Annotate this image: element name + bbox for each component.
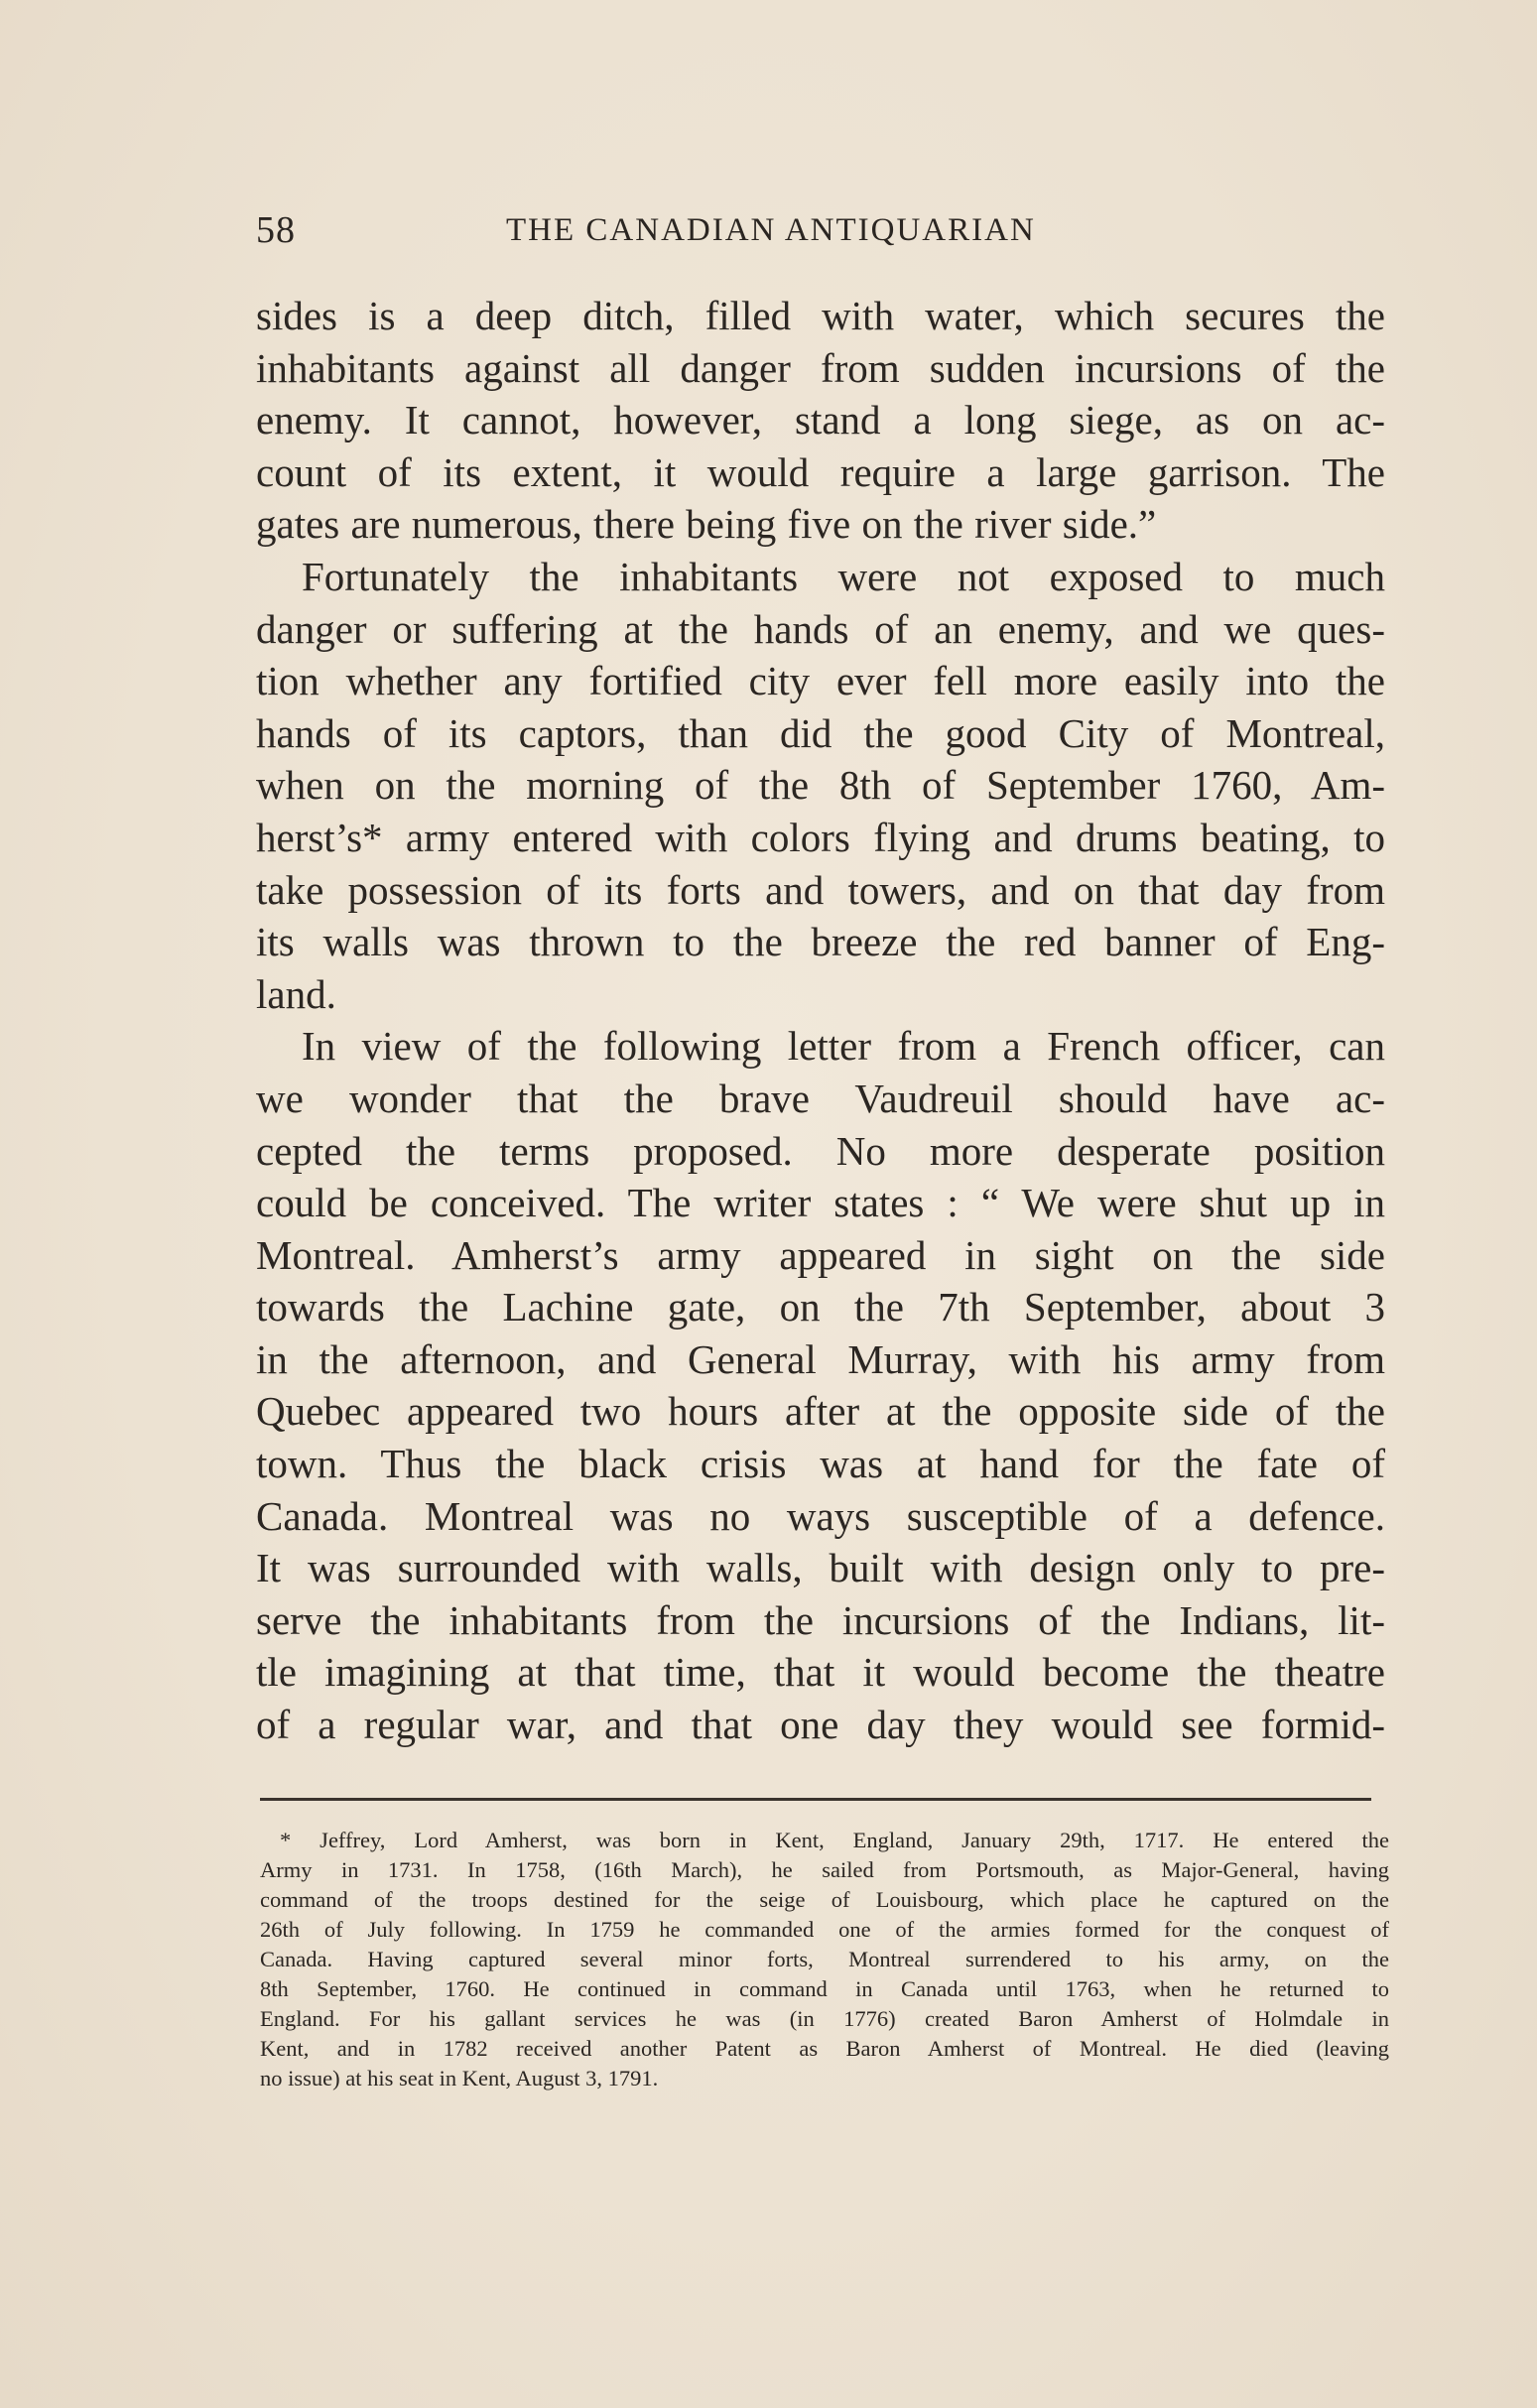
- body-line: count of its extent, it would require a large garrison. The: [256, 448, 1385, 495]
- body-line: hands of its captors, than did the good City of Montreal,: [256, 709, 1385, 756]
- body-line: gates are numerous, there being five on the river side.”: [256, 501, 1157, 548]
- footnote-line: command of the troops destined for the seige of Louisbourg, which place he captured on the: [260, 1887, 1389, 1912]
- body-line: could be conceived. The writer states : “ We were shut up in: [256, 1180, 1385, 1226]
- body-line: Montreal. Amherst’s army appeared in sight on the side: [256, 1231, 1385, 1278]
- body-text: [256, 290, 1385, 1751]
- running-head-title: THE CANADIAN ANTIQUARIAN: [506, 212, 1036, 248]
- running-head: [256, 208, 1367, 258]
- body-line: we wonder that the brave Vaudreuil should have ac-: [256, 1075, 1385, 1121]
- body-line: land.: [256, 970, 336, 1017]
- body-line: towards the Lachine gate, on the 7th September, about 3: [256, 1284, 1385, 1331]
- body-line: sides is a deep ditch, filled with water, which secures the: [256, 293, 1385, 338]
- footnote-line: 26th of July following. In 1759 he commanded one of the armies formed for the conquest of: [260, 1917, 1389, 1942]
- footnote-line: Army in 1731. In 1758, (16th March), he sailed from Portsmouth, as Major-General, having: [260, 1857, 1389, 1882]
- body-line: Quebec appeared two hours after at the opposite side of the: [256, 1388, 1385, 1435]
- body-line: tle imagining at that time, that it would become the theatre: [256, 1649, 1385, 1696]
- footnote-line: Canada. Having captured several minor forts, Montreal surrendered to his army, on the: [260, 1947, 1389, 1971]
- body-line: take possession of its forts and towers, and on that day from: [256, 866, 1385, 913]
- body-line: enemy. It cannot, however, stand a long siege, as on ac-: [256, 397, 1385, 444]
- body-line: cepted the terms proposed. No more desperate position: [256, 1127, 1385, 1174]
- body-line: its walls was thrown to the breeze the red banner of Eng-: [256, 919, 1385, 965]
- body-line: tion whether any fortified city ever fell more easily into the: [256, 658, 1385, 704]
- body-line: In view of the following letter from a French officer, can: [302, 1023, 1385, 1070]
- footnote-line: no issue) at his seat in Kent, August 3, 1791.: [260, 2066, 659, 2091]
- footnote-line: 8th September, 1760. He continued in command in Canada until 1763, when he returned to: [260, 1976, 1389, 2001]
- body-line: in the afternoon, and General Murray, with his army from: [256, 1335, 1385, 1382]
- body-line: Fortunately the inhabitants were not exposed to much: [302, 553, 1385, 599]
- footnote: [260, 1826, 1389, 2093]
- footnote-line: * Jeffrey, Lord Amherst, was born in Kent, England, January 29th, 1717. He entered the: [280, 1828, 1389, 1852]
- body-line: It was surrounded with walls, built with design only to pre-: [256, 1545, 1385, 1591]
- body-line: serve the inhabitants from the incursions of the Indians, lit-: [256, 1596, 1385, 1643]
- body-line: of a regular war, and that one day they would see formid-: [256, 1702, 1385, 1748]
- body-line: town. Thus the black crisis was at hand for the fate of: [256, 1441, 1385, 1487]
- footnote-line: Kent, and in 1782 received another Patent as Baron Amherst of Montreal. He died (leaving: [260, 2036, 1389, 2061]
- page-number: 58: [256, 209, 296, 251]
- footnote-line: England. For his gallant services he was (in 1776) created Baron Amherst of Holmdale in: [260, 2006, 1389, 2031]
- body-line: inhabitants against all danger from sudden incursions of the: [256, 344, 1385, 391]
- body-line: herst’s* army entered with colors flying and drums beating, to: [256, 814, 1385, 860]
- body-line: danger or suffering at the hands of an enemy, and we ques-: [256, 605, 1385, 652]
- footnote-divider: [260, 1798, 1371, 1801]
- body-line: Canada. Montreal was no ways susceptible of a defence.: [256, 1492, 1385, 1539]
- body-line: when on the morning of the 8th of September 1760, Am-: [256, 762, 1385, 809]
